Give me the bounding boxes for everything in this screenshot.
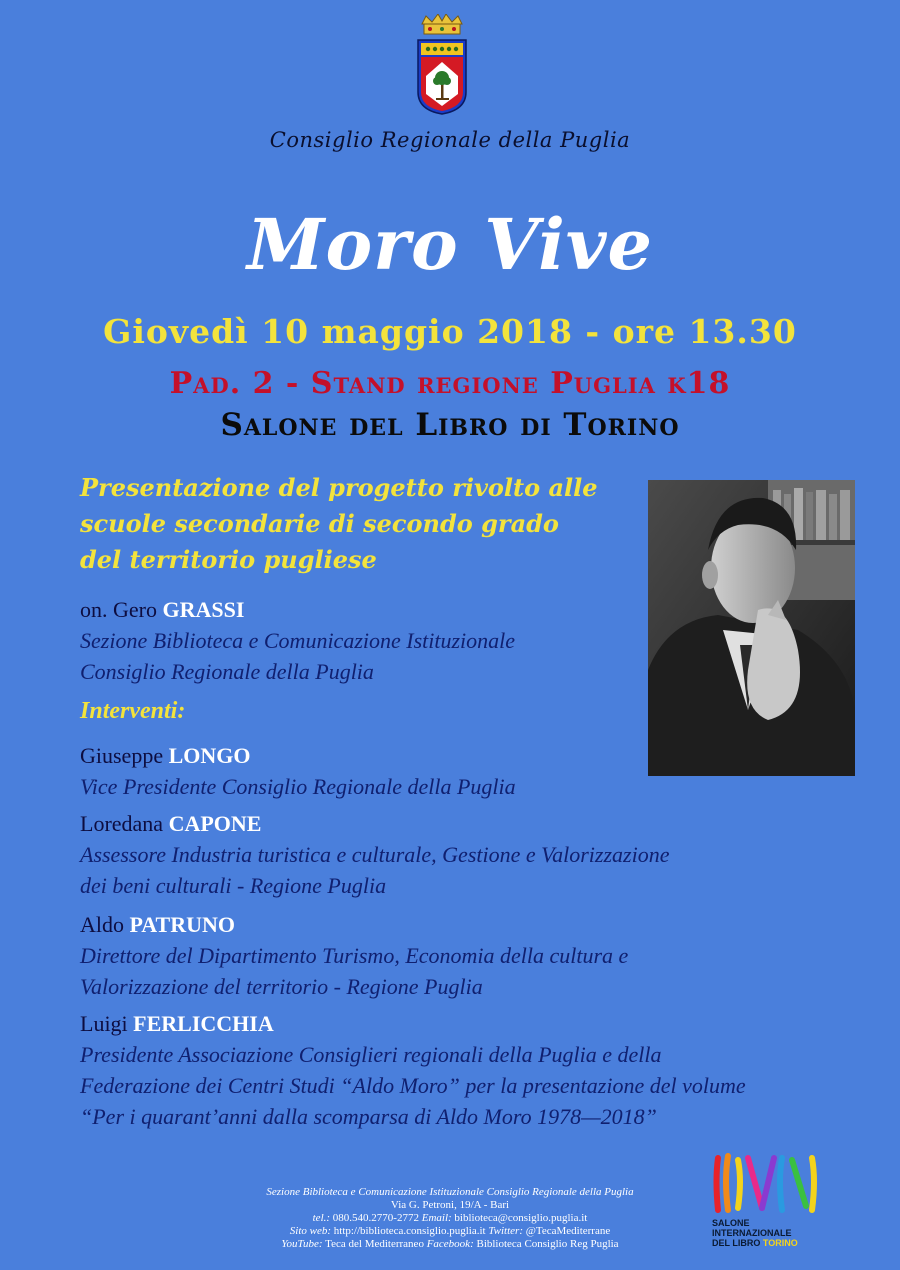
speaker-last-name: PATRUNO xyxy=(129,912,236,937)
footer-twitter-label: Twitter: xyxy=(488,1225,523,1237)
speaker-last-name: LONGO xyxy=(168,743,251,768)
speaker-first-name: Loredana xyxy=(80,811,164,836)
footer-tel-label: tel.: xyxy=(312,1212,331,1224)
event-venue: Salone del Libro di Torino xyxy=(220,407,680,443)
salone-logo-stripes-icon xyxy=(712,1150,822,1214)
footer-email-label: Email: xyxy=(421,1212,452,1224)
event-stand: Pad. 2 - Stand regione Puglia k18 xyxy=(169,366,731,401)
intro-line: del territorio pugliese xyxy=(80,545,377,574)
footer-email[interactable]: biblioteca@consiglio.puglia.it xyxy=(454,1212,588,1224)
speaker-longo xyxy=(80,740,870,802)
host-prefix: on. Gero xyxy=(80,597,157,622)
speaker-first-name: Giuseppe xyxy=(80,743,164,768)
speaker-first-name: Luigi xyxy=(80,1011,128,1036)
salone-libro-logo xyxy=(712,1150,822,1255)
speaker-role: Presidente Associazione Consiglieri regionali della Puglia e della xyxy=(80,1042,662,1067)
event-intro xyxy=(80,470,640,578)
speaker-role: “Per i quarant’anni dalla scomparsa di Aldo Moro 1978—2018” xyxy=(80,1104,657,1129)
host-role: Sezione Biblioteca e Comunicazione Istituzionale xyxy=(80,628,516,653)
intro-line: scuole secondarie di secondo grado xyxy=(80,509,559,538)
footer-address: Via G. Petroni, 19/A - Bari xyxy=(390,1199,510,1211)
speaker-last-name: CAPONE xyxy=(168,811,262,836)
speaker-role: Direttore del Dipartimento Turismo, Economia della cultura e xyxy=(80,943,629,968)
interventi-heading: Interventi: xyxy=(80,698,186,724)
footer-org: Sezione Biblioteca e Comunicazione Istituzionale Consiglio Regionale della Puglia xyxy=(266,1186,634,1198)
footer-facebook-label: Facebook: xyxy=(426,1238,474,1250)
salone-logo-torino: TORINO xyxy=(762,1238,798,1248)
speaker-capone xyxy=(80,808,870,901)
host-name xyxy=(80,594,870,625)
salone-logo-line2: INTERNAZIONALE xyxy=(712,1228,792,1238)
salone-logo-line3 xyxy=(712,1238,798,1248)
speaker-name xyxy=(80,740,870,771)
speaker-name xyxy=(80,808,870,839)
speaker-ferlicchia xyxy=(80,1008,870,1132)
speaker-first-name: Aldo xyxy=(80,912,124,937)
footer-youtube[interactable]: Teca del Mediterraneo xyxy=(325,1238,424,1250)
footer-web[interactable]: http://biblioteca.consiglio.puglia.it xyxy=(333,1225,486,1237)
speaker-role: Valorizzazione del territorio - Regione Puglia xyxy=(80,974,483,999)
footer-contacts xyxy=(200,1186,700,1251)
footer-tel[interactable]: 080.540.2770-2772 xyxy=(332,1212,419,1224)
salone-logo-line3a: DEL LIBRO xyxy=(712,1238,761,1248)
host-surname: GRASSI xyxy=(162,597,245,622)
event-title: Moro Vive xyxy=(247,203,653,286)
footer-web-label: Sito web: xyxy=(289,1225,332,1237)
speaker-role: Assessore Industria turistica e culturale, Gestione e Valorizzazione xyxy=(80,842,670,867)
speaker-role: dei beni culturali - Regione Puglia xyxy=(80,873,387,898)
speaker-role: Vice Presidente Consiglio Regionale della Puglia xyxy=(80,774,516,799)
footer-twitter[interactable]: @TecaMediterrane xyxy=(525,1225,611,1237)
speaker-last-name: FERLICCHIA xyxy=(133,1011,274,1036)
speaker-name xyxy=(80,1008,870,1039)
salone-logo-line1: SALONE xyxy=(712,1218,750,1228)
speaker-patruno xyxy=(80,909,870,1002)
footer-facebook[interactable]: Biblioteca Consiglio Reg Puglia xyxy=(476,1238,619,1250)
event-date: Giovedì 10 maggio 2018 - ore 13.30 xyxy=(103,312,797,351)
intro-line: Presentazione del progetto rivolto alle xyxy=(80,473,598,502)
footer-youtube-label: YouTube: xyxy=(281,1238,323,1250)
host-block xyxy=(80,594,870,687)
speaker-role: Federazione dei Centri Studi “Aldo Moro” per la presentazione del volume xyxy=(80,1073,746,1098)
speaker-name xyxy=(80,909,870,940)
host-role: Consiglio Regionale della Puglia xyxy=(80,659,374,684)
organization-name: Consiglio Regionale della Puglia xyxy=(269,128,631,152)
puglia-coat-of-arms-icon xyxy=(412,14,472,120)
